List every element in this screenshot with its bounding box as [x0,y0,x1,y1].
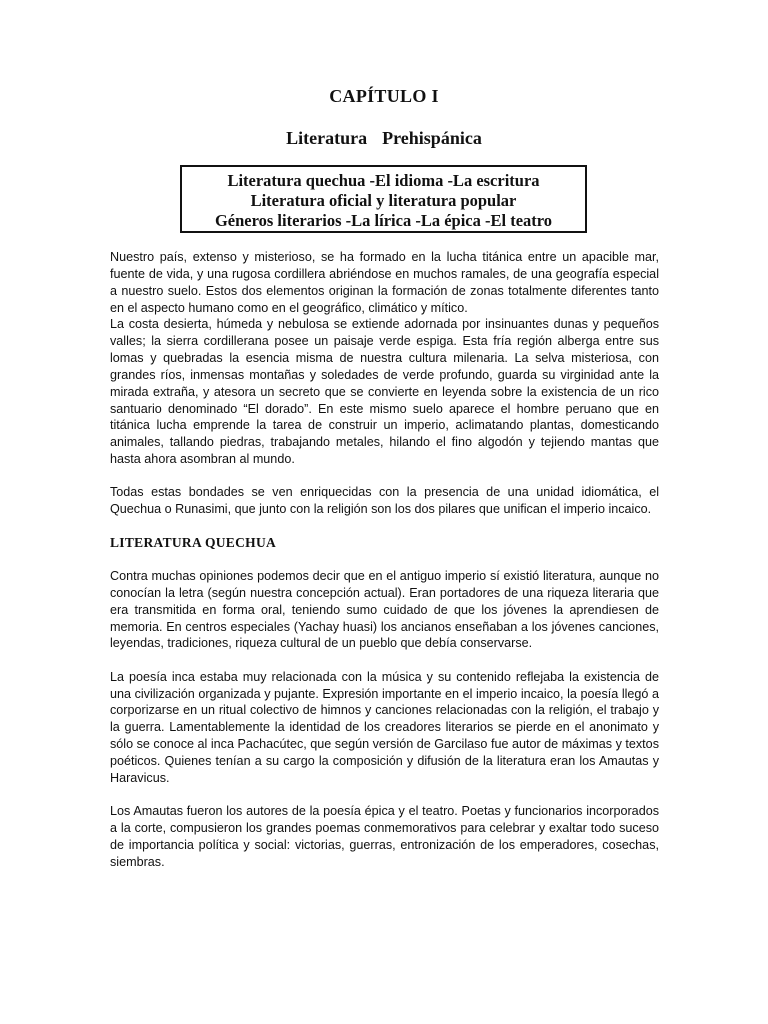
topic-line: Literatura quechua -El idioma -La escritura [227,171,540,190]
section-heading: LITERATURA QUECHUA [110,534,277,550]
paragraph: Nuestro país, extenso y misterioso, se ha formado en la lucha titánica entre un apacible mar, fuente de vida, y una rugosa cordillera abriéndose en muchos ramales, de una geografía especial a nuestro suelo. Estos dos elementos originan la formación de zonas totalmente diferentes tanto en el aspecto humano como en el geográfico, climático y mítico. [110,250,659,315]
chapter-subtitle: Literatura Prehispánica [286,128,482,148]
paragraph: La costa desierta, húmeda y nebulosa se extiende adornada por insinuantes dunas y pequeños valles; la sierra cordillerana posee un paisaje verde espiga. Esta fría región alberga entre sus lomas y quebradas la esencia misma de nuestra cultura milenaria. La selva misteriosa, con grandes ríos, inmensas montañas y soledades de verde profundo, guarda su virginidad ante la mirada extraña, y atesora un secreto que se convierte en leyenda sobre la existencia de un rico santuario denominado “El dorado”. En este mismo suelo aparece el hombre peruano que en titánica lucha emprende la tarea de construir un imperio, aclimatando plantas, domesticando animales, tallando piedras, trabajando metales, hilando el fino algodón y tejiendo mantas que hasta ahora asombran al mundo. [110,317,659,467]
paragraph: La poesía inca estaba muy relacionada con la música y su contenido reflejaba la existencia de una civilización organizada y pujante. Expresión importante en el imperio incaico, la poesía llegó a corporizarse en un ritual colectivo de himnos y canciones relacionadas con la religión, el trabajo y la guerra. Lamentablemente la identidad de los creadores literarios se pierde en el anonimato y sólo se conoce al inca Pachacútec, que según versión de Garcilaso fue autor de máximas y textos poéticos. Quienes tenían a su cargo la composición y difusión de la literatura eran los Amautas y Haravicus. [110,669,659,785]
paragraph: Todas estas bondades se ven enriquecidas con la presencia de una unidad idiomática, el Quechua o Runasimi, que junto con la religión son los dos pilares que unifican el imperio incaico. [110,485,659,517]
topics-box [180,165,587,233]
paragraph: Contra muchas opiniones podemos decir que en el antiguo imperio sí existió literatura, aunque no conocían la letra (según nuestra concepción actual). Eran portadores de una riqueza literaria que era transmitida en forma oral, teniendo sumo cuidado de que los jóvenes la aprendiesen de memoria. En centros especiales (Yachay huasi) los ancianos enseñaban a los jóvenes canciones, leyendas, tradiciones, riqueza cultural de un pueblo que debía conservarse. [110,569,659,651]
topic-line: Géneros literarios -La lírica -La épica -El teatro [214,211,553,230]
topic-line: Literatura oficial y literatura popular [250,191,517,210]
body-text [110,249,659,871]
paragraph: Los Amautas fueron los autores de la poesía épica y el teatro. Poetas y funcionarios incorporados a la corte, compusieron los grandes poemas conmemorativos para celebrar y exaltar todo suceso de importancia política y social: victorias, guerras, entronización de los emperadores, cosechas, siembras. [110,804,659,869]
chapter-title: CAPÍTULO I [329,86,439,106]
